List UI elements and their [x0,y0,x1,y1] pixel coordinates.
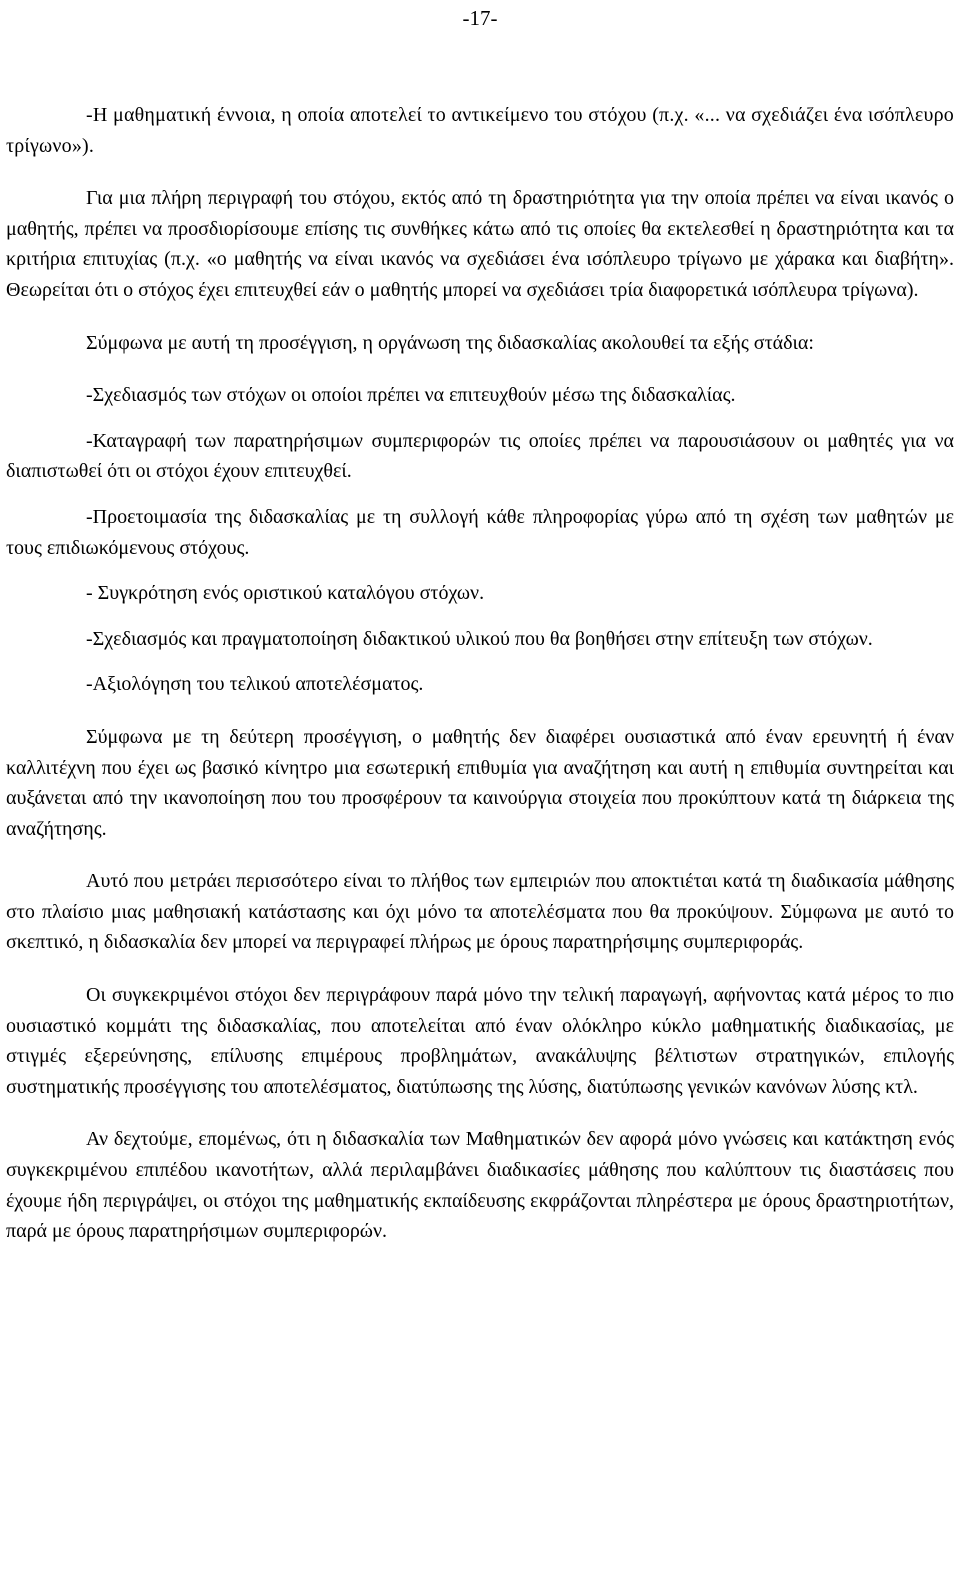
list-item-stage-3: -Προετοιμασία της διδασκαλίας με τη συλλογή κάθε πληροφορίας γύρω από τη σχέση των μαθητών με τους επιδιωκόμενους στόχους. [6,505,954,559]
paragraph-second-approach: Σύμφωνα με τη δεύτερη προσέγγιση, ο μαθητής δεν διαφέρει ουσιαστικά από έναν ερευνητή ή έναν καλλιτέχνη που έχει ως βασικό κίνητρο μια εσωτερική επιθυμία για αναζήτηση και αυτή η επιθυμία συντηρείται και αυξάνεται από την ικανοποίηση που του προσφέρουν τα καινούργια στοιχεία που προκύπτουν κατά τη διάρκεια της αναζήτησης. [6,725,954,840]
paragraph-first-approach: Σύμφωνα με αυτή τη προσέγγιση, η οργάνωση της διδασκαλίας ακολουθεί τα εξής στάδια: [86,331,814,354]
list-item-stage-6: -Αξιολόγηση του τελικού αποτελέσματος. [86,673,424,696]
list-item-stage-5: -Σχεδιασμός και πραγματοποίηση διδακτικού υλικού που θα βοηθήσει στην επίτευξη των στόχων. [86,627,873,650]
page-number: -17- [462,6,498,30]
paragraph-conclusion: Αν δεχτούμε, επομένως, ότι η διδασκαλία των Μαθηματικών δεν αφορά μόνο γνώσεις και κατάκτηση ενός συγκεκριμένου επιπέδου ικανοτήτων, αλλά περιλαμβάνει διαδικασίες μάθησης που καλύπτουν τις διαστάσεις που έχουμε ήδη περιγράψει, οι στόχοι της μαθηματικής εκπαίδευσης εκφράζονται πληρέστερα με όρους δραστηριοτήτων, παρά με όρους παρατηρήσιμων συμπεριφορών. [6,1128,954,1243]
paragraph-objective-concept: -Η μαθηματική έννοια, η οποία αποτελεί το αντικείμενο του στόχου (π.χ. «... να σχεδιάζει ένα ισόπλευρο τρίγωνο»). [6,104,954,157]
paragraph-experiences: Αυτό που μετράει περισσότερο είναι το πλήθος των εμπειριών που αποκτιέται κατά τη διαδικασία μάθησης στο πλαίσιο μιας μαθησιακή κατάστασης και όχι μόνο τα αποτελέσματα που θα προκύψουν. Σύμφωνα με αυτό το σκεπτικό, η διδασκαλία δεν μπορεί να περιγραφεί πλήρως με όρους παρατηρήσιμης συμπεριφοράς. [6,870,954,954]
paragraph-specific-objectives: Οι συγκεκριμένοι στόχοι δεν περιγράφουν παρά μόνο την τελική παραγωγή, αφήνοντας κατά μέρος το πιο ουσιαστικό κομμάτι της διδασκαλίας, που αποτελείται από έναν ολόκληρο κύκλο μαθηματικής διαδικασίας, με στιγμές εξερεύνησης, επίλυσης επιμέρους προβλημάτων, ανακάλυψης βέλτιστων στρατηγικών, επιλογής συστηματικής προσέγγισης του αποτελέσματος, διατύπωσης της λύσης, διατύπωσης γενικών κανόνων λύσης κτλ. [6,984,954,1098]
list-item-stage-4: - Συγκρότηση ενός οριστικού καταλόγου στόχων. [86,582,485,605]
list-item-stage-1: -Σχεδιασμός των στόχων οι οποίοι πρέπει να επιτευχθούν μέσω της διδασκαλίας. [86,384,736,407]
list-item-stage-2: -Καταγραφή των παρατηρήσιμων συμπεριφορών τις οποίες πρέπει να παρουσιάσουν οι μαθητές για να διαπιστωθεί ότι οι στόχοι έχουν επιτευχθεί. [6,429,954,483]
paragraph-objective-description: Για μια πλήρη περιγραφή του στόχου, εκτός από τη δραστηριότητα για την οποία πρέπει να είναι ικανός ο μαθητής, πρέπει να προσδιορίσουμε επίσης τις συνθήκες κάτω από τις οποίες θα εκτελεσθεί η δραστηριότητα και τα κριτήρια επιτυχίας (π.χ. «ο μαθητής να είναι ικανός να σχεδιάσει ένα ισόπλευρο τρίγωνο με χάρακα και διαβήτη». Θεωρείται ότι ο στόχος έχει επιτευχθεί εάν ο μαθητής μπορεί να σχεδιάσει τρία διαφορετικά ισόπλευρα τρίγωνα). [6,187,954,301]
document-body [6,100,954,1247]
